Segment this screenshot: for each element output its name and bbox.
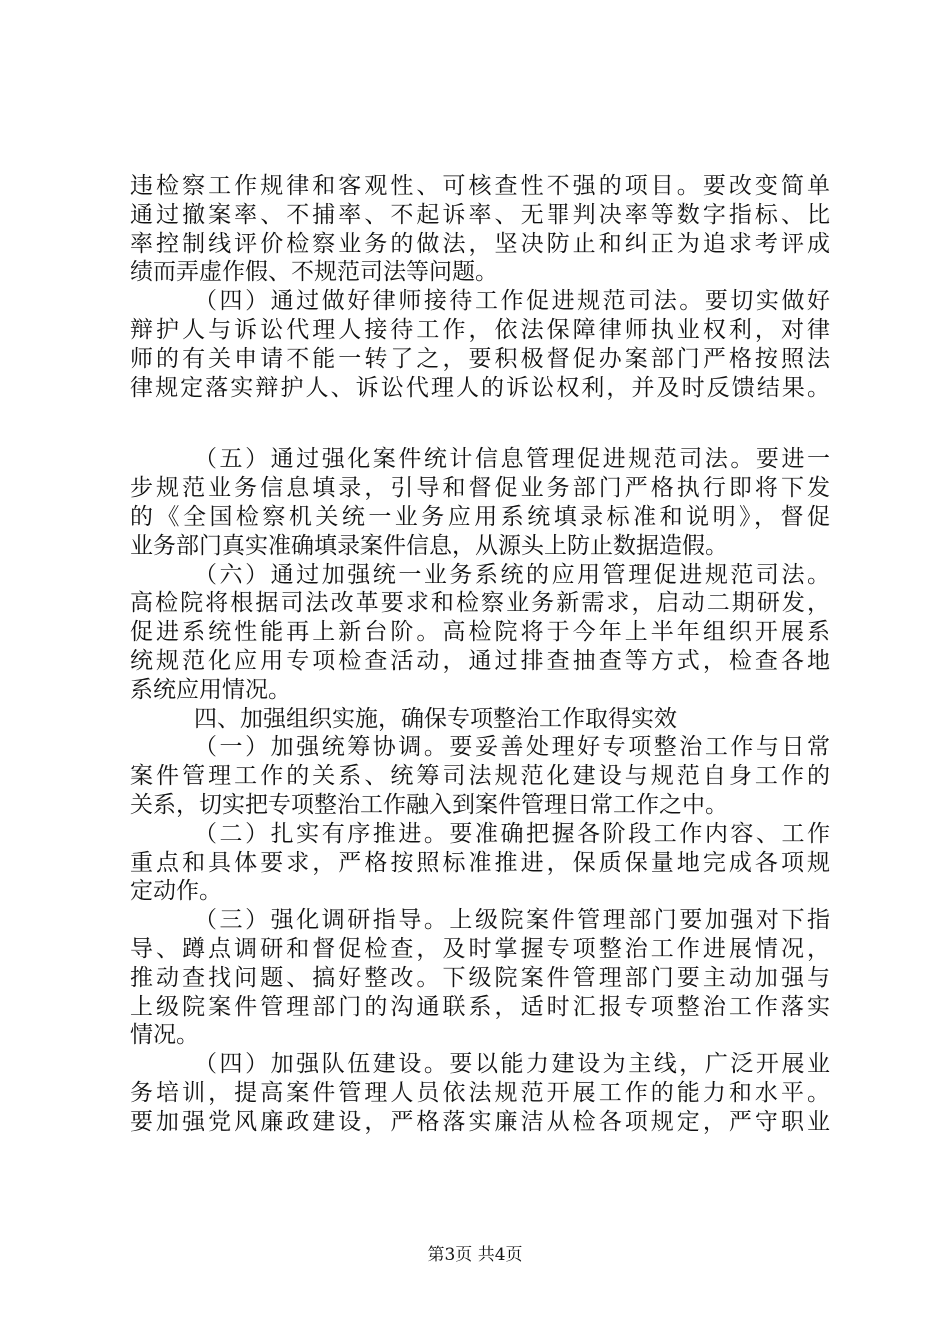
- page-footer: 第3页 共4页: [427, 1245, 523, 1265]
- text-line: 系统应用情况。: [130, 676, 291, 703]
- text-line: 要加强党风廉政建设，严格落实廉洁从检各项规定，严守职业: [130, 1108, 830, 1135]
- text-line: 统规范化应用专项检查活动，通过排查抽查等方式，检查各地: [130, 647, 830, 674]
- text-line: 的《全国检察机关统一业务应用系统填录标准和说明》，督促: [130, 503, 830, 530]
- text-line: （四）加强队伍建设。要以能力建设为主线，广泛开展业: [194, 1051, 830, 1078]
- text-line: 导、蹲点调研和督促检查，及时掌握专项整治工作进展情况，: [130, 935, 830, 962]
- text-line: 促进系统性能再上新台阶。高检院将于今年上半年组织开展系: [130, 619, 830, 646]
- text-line: 步规范业务信息填录，引导和督促业务部门严格执行即将下发: [130, 475, 830, 502]
- text-line: 律规定落实辩护人、诉讼代理人的诉讼权利，并及时反馈结果。: [130, 374, 830, 401]
- text-line: 情况。: [130, 1022, 199, 1049]
- text-line: （五）通过强化案件统计信息管理促进规范司法。要进一: [194, 446, 830, 473]
- text-line: 绩而弄虚作假、不规范司法等问题。: [130, 259, 498, 286]
- text-line: （三）强化调研指导。上级院案件管理部门要加强对下指: [194, 907, 830, 934]
- text-line: 重点和具体要求，严格按照标准推进，保质保量地完成各项规: [130, 849, 830, 876]
- text-line: （六）通过加强统一业务系统的应用管理促进规范司法。: [194, 561, 830, 588]
- text-line: 推动查找问题、搞好整改。下级院案件管理部门要主动加强与: [130, 964, 830, 991]
- text-line: 违检察工作规律和客观性、可核查性不强的项目。要改变简单: [130, 173, 830, 199]
- paragraph-gap: [130, 402, 830, 445]
- text-line: 案件管理工作的关系、统筹司法规范化建设与规范自身工作的: [130, 763, 830, 790]
- text-line: （四）通过做好律师接待工作促进规范司法。要切实做好: [194, 288, 830, 315]
- text-line: 四、加强组织实施，确保专项整治工作取得实效: [194, 705, 677, 732]
- text-line: 业务部门真实准确填录案件信息，从源头上防止数据造假。: [130, 532, 728, 559]
- text-line: （一）加强统筹协调。要妥善处理好专项整治工作与日常: [194, 734, 830, 761]
- text-line: 关系，切实把专项整治工作融入到案件管理日常工作之中。: [130, 791, 728, 818]
- text-line: 率控制线评价检察业务的做法，坚决防止和纠正为追求考评成: [130, 230, 830, 257]
- text-line: 师的有关申请不能一转了之，要积极督促办案部门严格按照法: [130, 345, 830, 372]
- text-line: 辩护人与诉讼代理人接待工作，依法保障律师执业权利，对律: [130, 316, 830, 343]
- text-line: 务培训，提高案件管理人员依法规范开展工作的能力和水平。: [130, 1079, 830, 1106]
- document-body: [130, 172, 830, 1137]
- text-line: 高检院将根据司法改革要求和检察业务新需求，启动二期研发，: [130, 590, 830, 617]
- text-line: 定动作。: [130, 878, 222, 905]
- text-line: 通过撤案率、不捕率、不起诉率、无罪判决率等数字指标、比: [130, 201, 830, 228]
- text-line: 上级院案件管理部门的沟通联系，适时汇报专项整治工作落实: [130, 993, 830, 1020]
- text-line: （二）扎实有序推进。要准确把握各阶段工作内容、工作: [194, 820, 830, 847]
